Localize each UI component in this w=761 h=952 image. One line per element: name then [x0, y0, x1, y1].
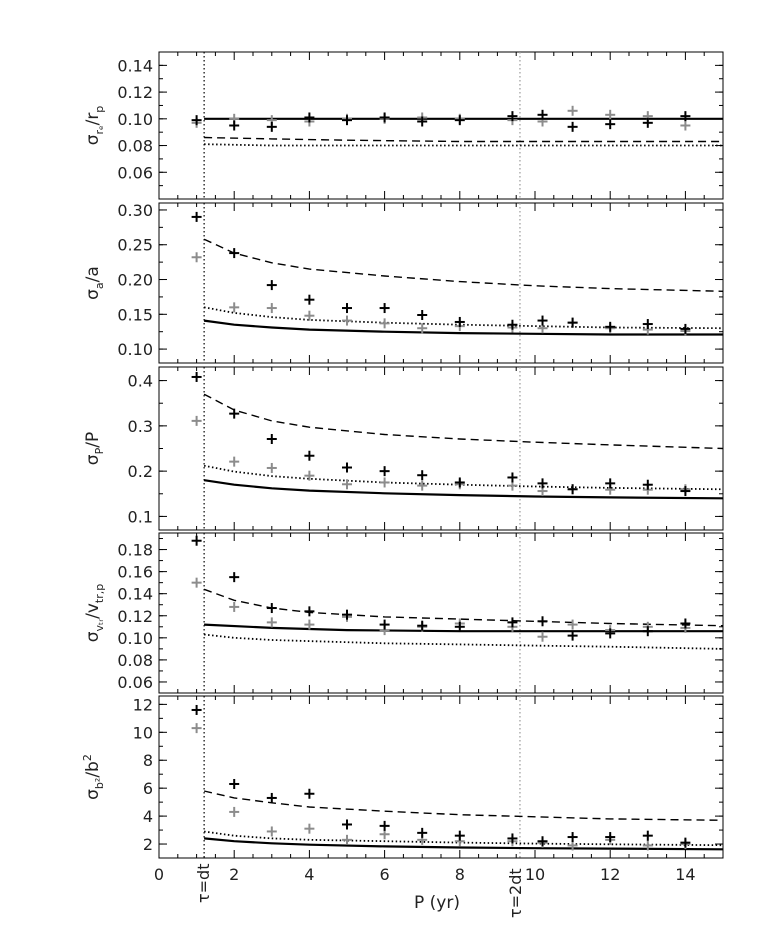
x-tick-label: 6: [379, 865, 390, 884]
panel-frame: [159, 52, 723, 199]
curve-solid: [204, 838, 723, 849]
point-black: [192, 536, 202, 546]
point-gray: [229, 302, 239, 312]
point-black: [267, 122, 277, 132]
curve-dashed: [204, 239, 723, 291]
curve-dashed: [204, 394, 723, 448]
point-gray: [342, 316, 352, 326]
point-black: [342, 115, 352, 125]
point-black: [304, 295, 314, 305]
panels: [81, 52, 723, 884]
y-tick-label: 0.20: [117, 270, 153, 290]
point-black: [304, 789, 314, 799]
point-gray: [267, 826, 277, 836]
y-tick-label: 0.15: [117, 305, 153, 325]
point-gray: [192, 416, 202, 426]
y-tick-label: 0.14: [117, 56, 153, 76]
point-black: [192, 372, 202, 382]
vline-label-tau-dt: τ=dt: [194, 863, 213, 903]
point-gray: [229, 457, 239, 467]
curve-dotted: [204, 144, 723, 145]
y-tick-label: 0.3: [127, 416, 153, 436]
point-black: [417, 470, 427, 480]
curve-dashed: [204, 791, 723, 820]
y-tick-label: 0.10: [117, 628, 153, 648]
x-tick-label: 8: [454, 865, 465, 884]
panel-frame: [159, 367, 723, 530]
curve-dotted: [204, 466, 723, 490]
y-tick-label: 0.06: [117, 163, 153, 183]
point-black: [568, 122, 578, 132]
curve-dotted: [204, 635, 723, 649]
point-gray: [229, 602, 239, 612]
y-tick-label: 0.4: [127, 371, 153, 391]
panel-5: [81, 695, 723, 884]
y-tick-label: 6: [142, 779, 153, 799]
y-axis-label: $\sigma_{b^2}/b^2$: [81, 754, 106, 800]
x-axis-label: P (yr): [414, 893, 460, 913]
y-tick-label: 0.08: [117, 136, 153, 156]
y-tick-label: 2: [142, 835, 153, 855]
point-black: [538, 616, 548, 626]
point-black: [417, 310, 427, 320]
panel-1: [83, 52, 723, 199]
point-black: [304, 451, 314, 461]
panel-4: [83, 533, 723, 693]
y-axis-label: $\sigma_{v_tᵣ}/v_{tr,p}$: [83, 583, 106, 643]
point-black: [605, 478, 615, 488]
point-gray: [192, 578, 202, 588]
point-black: [680, 838, 690, 848]
point-black: [229, 121, 239, 131]
point-black: [267, 793, 277, 803]
point-black: [380, 620, 390, 630]
curve-dashed: [204, 589, 723, 625]
x-tick-label: 4: [304, 865, 315, 884]
curve-dotted: [204, 307, 723, 328]
y-tick-label: 0.06: [117, 672, 153, 692]
point-gray: [192, 252, 202, 262]
y-tick-label: 0.14: [117, 584, 153, 604]
y-tick-label: 10: [132, 723, 153, 743]
point-gray: [267, 463, 277, 473]
point-black: [267, 280, 277, 290]
point-black: [680, 324, 690, 334]
y-tick-label: 0.1: [127, 507, 153, 527]
point-gray: [680, 121, 690, 131]
y-axis-label: $\sigma_P/P$: [83, 431, 106, 466]
y-tick-label: 4: [142, 807, 153, 827]
point-gray: [417, 481, 427, 491]
point-gray: [304, 471, 314, 481]
panel-3: [83, 367, 723, 530]
point-black: [605, 119, 615, 129]
point-black: [192, 705, 202, 715]
point-black: [417, 828, 427, 838]
y-axis-label: $\sigma_{r_e}/r_p$: [83, 105, 106, 146]
panel-frame: [159, 696, 723, 858]
point-black: [342, 819, 352, 829]
point-black: [417, 621, 427, 631]
point-gray: [538, 632, 548, 642]
y-tick-label: 0.16: [117, 562, 153, 582]
panel-frame: [159, 533, 723, 693]
point-gray: [380, 318, 390, 328]
point-black: [568, 832, 578, 842]
y-tick-label: 0.2: [127, 462, 153, 482]
x-tick-label: 12: [600, 865, 621, 884]
point-black: [380, 466, 390, 476]
point-black: [267, 434, 277, 444]
y-tick-label: 0.08: [117, 650, 153, 670]
point-black: [342, 610, 352, 620]
point-black: [229, 248, 239, 258]
point-black: [643, 831, 653, 841]
panel-2: [83, 201, 723, 363]
point-black: [380, 303, 390, 313]
point-black: [229, 409, 239, 419]
y-tick-label: 8: [142, 751, 153, 771]
point-gray: [192, 723, 202, 733]
point-black: [229, 572, 239, 582]
y-tick-label: 0.18: [117, 540, 153, 560]
y-tick-label: 0.10: [117, 109, 153, 129]
point-black: [342, 463, 352, 473]
point-black: [455, 115, 465, 125]
point-black: [538, 836, 548, 846]
y-tick-label: 0.25: [117, 235, 153, 255]
point-black: [680, 486, 690, 496]
point-gray: [568, 620, 578, 630]
y-tick-label: 12: [132, 695, 153, 715]
point-gray: [568, 106, 578, 116]
vline-label-tau-2dt: τ=2dt: [506, 868, 525, 918]
point-black: [192, 212, 202, 222]
point-gray: [267, 617, 277, 627]
panel-frame: [159, 203, 723, 363]
y-axis-label: $\sigma_a/a$: [83, 266, 106, 300]
point-black: [455, 477, 465, 487]
point-black: [267, 603, 277, 613]
y-tick-label: 0.12: [117, 606, 153, 626]
x-tick-label: 0: [153, 865, 165, 884]
point-gray: [267, 303, 277, 313]
x-tick-label: 14: [675, 865, 696, 884]
y-tick-label: 0.10: [117, 340, 153, 360]
y-tick-label: 0.30: [117, 200, 153, 220]
point-black: [605, 322, 615, 332]
point-black: [304, 606, 314, 616]
point-gray: [380, 477, 390, 487]
curve-dashed: [204, 138, 723, 142]
point-gray: [342, 835, 352, 845]
point-black: [380, 821, 390, 831]
point-black: [507, 472, 517, 482]
x-tick-label: 2: [229, 865, 240, 884]
point-black: [229, 779, 239, 789]
point-black: [342, 303, 352, 313]
point-black: [455, 831, 465, 841]
x-tick-label: 10: [524, 865, 546, 884]
point-black: [568, 484, 578, 494]
point-black: [380, 112, 390, 122]
point-black: [538, 316, 548, 326]
point-gray: [304, 824, 314, 834]
point-gray: [229, 807, 239, 817]
point-gray: [304, 311, 314, 321]
y-tick-label: 0.12: [117, 83, 153, 103]
